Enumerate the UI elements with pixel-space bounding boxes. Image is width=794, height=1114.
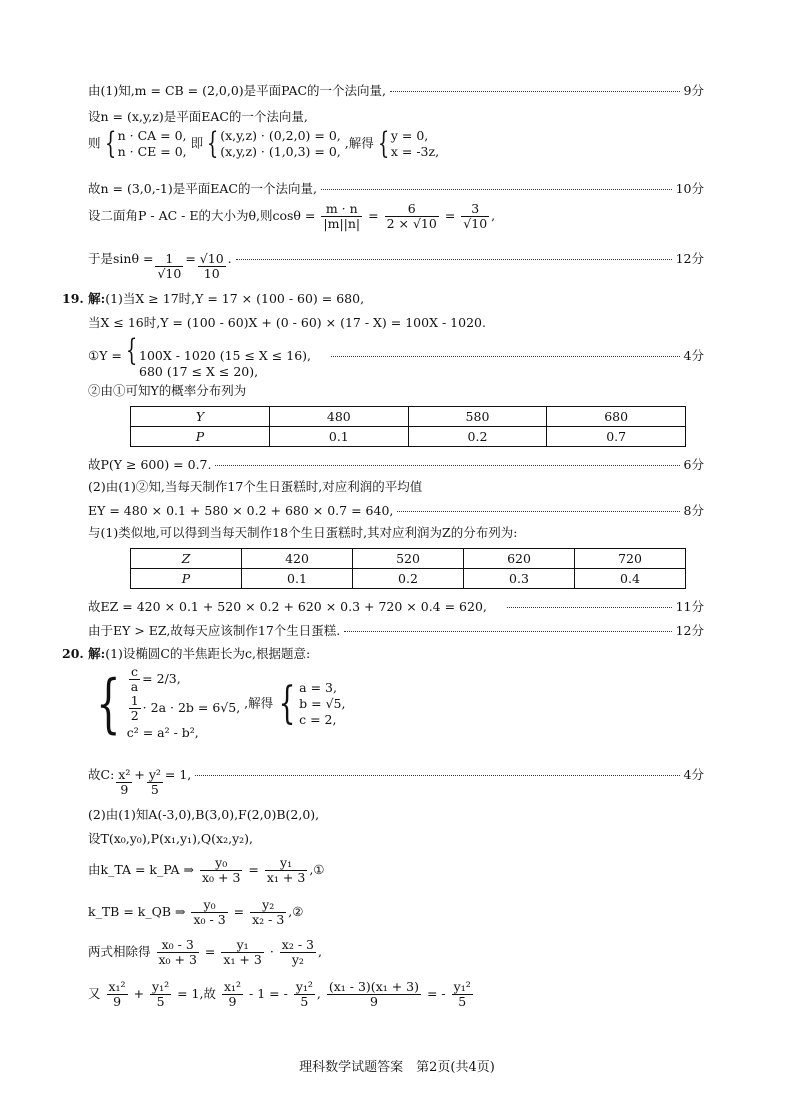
- q20-ellipse: 故C: $\frac{\text{x²}}{9}$ + $\frac{\text{y²}}{5}$ = 1, 4分: [88, 767, 704, 797]
- distribution-table-y: [130, 406, 686, 447]
- line-system-normal: 则 { n · CA = 0, n · CE = 0, 即 { (x,y,z) · (0,2,0) = 0, (x,y,z) · (1,0,3) = 0, ,解得 { y = 0, x = -3z,: [88, 126, 440, 161]
- q19-part2: (2)由(1)②知,当每天制作17个生日蛋糕时,对应利润的平均值: [88, 479, 423, 494]
- q20-line-1: 20. 解:(1)设椭圆C的半焦距长为c,根据题意:: [62, 646, 311, 661]
- q19-ez: 故EZ = 420 × 0.1 + 520 × 0.2 + 620 × 0.3 + 720 × 0.4 = 620, 11分: [88, 599, 704, 614]
- q20-system: { $\frac{c}{a}$ = 2/3, $\frac{1}{2}$ · 2a · 2b = 6√5, c² = a² - b², ,解得 { a = 3, b = √5, c = 2,: [96, 664, 346, 741]
- q19-dist-caption: ②由①可知Y的概率分布列为: [88, 383, 247, 398]
- page-footer: 理科数学试题答案 第2页(共4页): [299, 1060, 495, 1075]
- q20-substitute: 又 $\frac{\text{x₁²}}{9}$ + $\frac{\text{y₁²}}{5}$ = 1,故 $\frac{\text{x₁²}}{9}$ - 1 = - $\frac{\text{y₁²}}{5}$ , $\frac{\text{(x₁ - 3)(x₁ + 3)}}{9}$ = - $\frac{\text{y₁²}}{5}$: [88, 979, 471, 1009]
- table-row: Z 420 520 620 720: [131, 549, 686, 569]
- q19-prob: 故P(Y ≥ 600) = 0.7. 6分: [88, 457, 704, 472]
- q20-coords: 设T(x₀,y₀),P(x₁,y₁),Q(x₂,y₂),: [88, 831, 253, 846]
- table-row: Y 480 580 680: [131, 407, 686, 427]
- table-row: P 0.1 0.2 0.3 0.4: [131, 569, 686, 589]
- line-normal-result: 故n = (3,0,-1)是平面EAC的一个法向量, 10分: [88, 181, 704, 196]
- q19-line-1: 19. 解:(1)当X ≥ 17时,Y = 17 × (100 - 60) = 680,: [62, 291, 365, 306]
- score-mark: 6分: [683, 457, 704, 472]
- table-row: P 0.1 0.2 0.7: [131, 427, 686, 447]
- line-normal-vector-n: 设n = (x,y,z)是平面EAC的一个法向量,: [88, 109, 308, 124]
- distribution-table-z: [130, 548, 686, 589]
- line-cos-theta: 设二面角P - AC - E的大小为θ,则cosθ = $\frac{m \cdot n}{|m||n|}$ = $\frac{6}{2 \times √10}$ = $\frac{3}{√10}$ ,: [88, 201, 496, 231]
- line-sin-theta: 于是sinθ = $\frac{1}{√10}$ = $\frac{√10}{10}$ . 12分: [88, 251, 704, 281]
- q20-slope-1: 由k_TA = k_PA ⇒ $\frac{\text{y₀}}{\text{x₀ + 3}}$ = $\frac{\text{y₁}}{\text{x₁ + 3}}$ ,①: [88, 855, 325, 885]
- q20-points: (2)由(1)知A(-3,0),B(3,0),F(2,0)B(2,0),: [88, 807, 320, 822]
- score-mark: 4分: [683, 767, 704, 782]
- q19-ey: EY = 480 × 0.1 + 580 × 0.2 + 680 × 0.7 = 640, 8分: [88, 503, 704, 518]
- score-mark: 8分: [683, 503, 704, 518]
- question-number: 20. 解:: [62, 646, 106, 661]
- score-mark: 12分: [675, 623, 704, 638]
- score-mark: 10分: [675, 181, 704, 196]
- q19-conclusion: 由于EY > EZ,故每天应该制作17个生日蛋糕. 12分: [88, 623, 704, 638]
- q19-z-caption: 与(1)类似地,可以得到当每天制作18个生日蛋糕时,其对应利润为Z的分布列为:: [88, 525, 518, 540]
- q20-divide: 两式相除得 $\frac{\text{x₀ - 3}}{\text{x₀ + 3}}$ = $\frac{\text{y₁}}{\text{x₁ + 3}}$ · $\frac{\text{x₂ - 3}}{\text{y₂}}$ ,: [88, 937, 322, 967]
- q19-piecewise: ①Y = { 100X - 1020 (15 ≤ X ≤ 16), 680 (17 ≤ X ≤ 20), 4分: [88, 333, 704, 379]
- score-mark: 12分: [675, 251, 704, 266]
- line-normal-vector-m: 由(1)知,m = CB = (2,0,0)是平面PAC的一个法向量, 9分: [88, 83, 704, 98]
- q19-line-2: 当X ≤ 16时,Y = (100 - 60)X + (0 - 60) × (17 - X) = 100X - 1020.: [88, 315, 486, 330]
- q20-slope-2: k_TB = k_QB ⇒ $\frac{\text{y₀}}{\text{x₀ - 3}}$ = $\frac{\text{y₂}}{\text{x₂ - 3}}$ ,②: [88, 897, 304, 927]
- score-mark: 11分: [675, 599, 704, 614]
- question-number: 19. 解:: [62, 291, 106, 306]
- score-mark: 4分: [683, 348, 704, 363]
- score-mark: 9分: [683, 83, 704, 98]
